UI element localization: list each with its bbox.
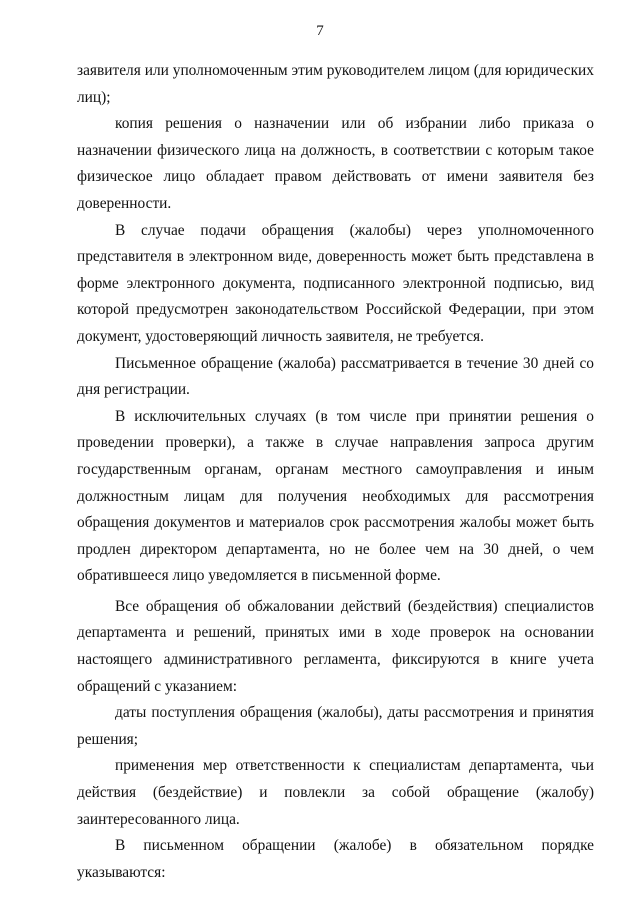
paragraph-appointment-copy: копия решения о назначении или об избрании либо приказа о назначении физического лица на должность, в соответствии с которым такое физическое лицо обладает правом действовать от имени заявителя без доверенности. <box>77 115 594 212</box>
paragraph-electronic-proxy: В случае подачи обращения (жалобы) через уполномоченного представителя в электронном виде, доверенность может быть представлена в форме электронного документа, подписанного электронной подписью, вид которой предусмотрен законодательством Российской Федерации, при этом документ, удостоверяющий личность заявителя, не требуется. <box>77 221 594 345</box>
document-body <box>77 58 594 886</box>
paragraph-review-period: Письменное обращение (жалоба) рассматривается в течение 30 дней со дня регистрации. <box>77 354 594 399</box>
paragraph-extension: В исключительных случаях (в том числе при принятии решения о проведении проверки), а также в случае направления запроса другим государственным органам, органам местного самоуправления и иным должностным лицам для получения необходимых для рассмотрения обращения документов и материалов срок рассмотрения жалобы может быть продлен директором департамента, но не более чем на 30 дней, о чем обратившееся лицо уведомляется в письменной форме. <box>77 407 594 585</box>
paragraph-applicant-representative: заявителя или уполномоченным этим руководителем лицом (для юридических лиц); <box>77 62 594 106</box>
paragraph-responsibility-measures: применения мер ответственности к специалистам департамента, чьи действия (бездействие) и повлекли за собой обращение (жалобу) заинтересованного лица. <box>77 757 594 828</box>
paragraph-registration-book: Все обращения об обжаловании действий (бездействия) специалистов департамента и решений, принятых ими в ходе проверок на основании настоящего административного регламента, фиксируются в книге учета обращений с указанием: <box>77 597 594 695</box>
page-number: 7 <box>316 23 324 39</box>
paragraph-mandatory-details: В письменном обращении (жалобе) в обязательном порядке указываются: <box>77 837 594 881</box>
paragraph-receipt-dates: даты поступления обращения (жалобы), даты рассмотрения и принятия решения; <box>77 704 594 748</box>
